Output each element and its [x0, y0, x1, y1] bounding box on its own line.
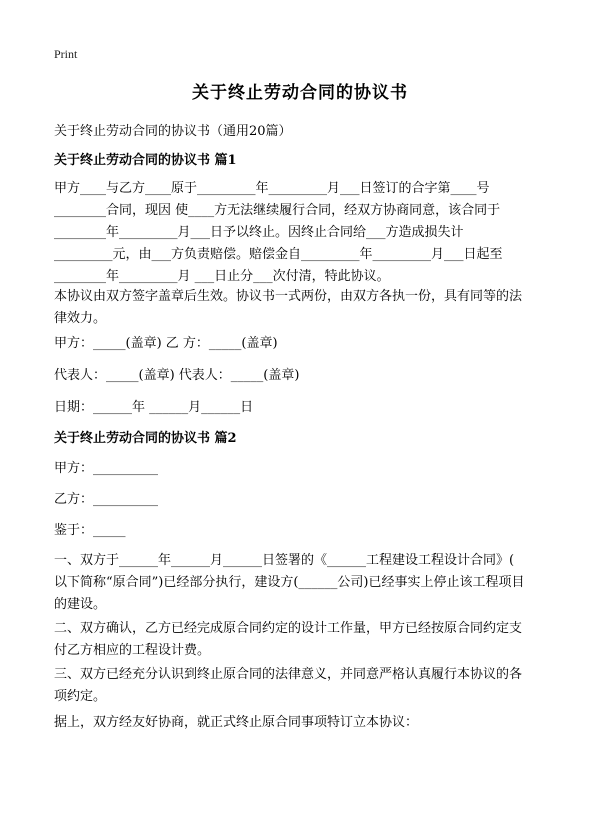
item3-paragraph: [54, 664, 554, 708]
item1-paragraph: [54, 550, 554, 616]
text-line: 的建设。: [54, 597, 107, 612]
item2-paragraph: [54, 618, 554, 662]
section1-paragraph1: [54, 178, 554, 288]
text-line: 二、双方确认，乙方已经完成原合同约定的设计工作量，甲方已经按原合同约定支: [54, 621, 523, 636]
whereas-line: 鉴于：_____: [54, 523, 126, 538]
text-line: ________年_________月___日予以终止。因终止合同给___方造成损失计: [54, 225, 464, 240]
text-line: 付乙方相应的工程设计费。: [54, 643, 211, 658]
text-line: _________元，由___方负责赔偿。赔偿金自_________年_________月___日起至: [54, 247, 503, 262]
text-line: 项约定。: [54, 689, 107, 704]
section1-heading: 关于终止劳动合同的协议书 篇1: [54, 153, 237, 168]
signature-party: 甲方：_____(盖章) 乙 方：_____(盖章): [54, 336, 278, 351]
text-line: 三、双方已经充分认识到终止原合同的法律意义，并同意严格认真履行本协议的各: [54, 667, 523, 682]
signature-date: 日期：______年 ______月______日: [54, 400, 254, 415]
print-label: Print: [54, 47, 78, 61]
section1-paragraph2: [54, 286, 554, 330]
text-line: ________年_________月 ___日止分___次付清，特此协议。: [54, 269, 390, 284]
party-a-line: 甲方：__________: [54, 461, 159, 476]
section2-heading: 关于终止劳动合同的协议书 篇2: [54, 431, 237, 446]
signature-representative: 代表人：_____(盖章) 代表人：_____(盖章): [54, 368, 300, 383]
text-line: 以下简称“原合同”)已经部分执行，建设方(______公司)已经事实上停止该工程项目: [54, 575, 525, 590]
document-subtitle: 关于终止劳动合同的协议书（通用20篇）: [54, 124, 292, 139]
text-line: 律效力。: [54, 311, 107, 326]
party-b-line: 乙方：__________: [54, 492, 159, 507]
document-title: 关于终止劳动合同的协议书: [192, 83, 408, 103]
conclusion-line: 据上，双方经友好协商，就正式终止原合同事项特订立本协议：: [54, 715, 419, 730]
text-line: ________合同，现因 使____方无法继续履行合同，经双方协商同意，该合同于: [54, 203, 501, 218]
text-line: 甲方____与乙方____原于_________年_________月___日签订的合字第____号: [54, 181, 490, 196]
text-line: 本协议由双方签字盖章后生效。协议书一式两份，由双方各执一份，具有同等的法: [54, 289, 523, 304]
text-line: 一、双方于______年______月______日签署的《______工程建设工程设计合同》(: [54, 553, 515, 568]
